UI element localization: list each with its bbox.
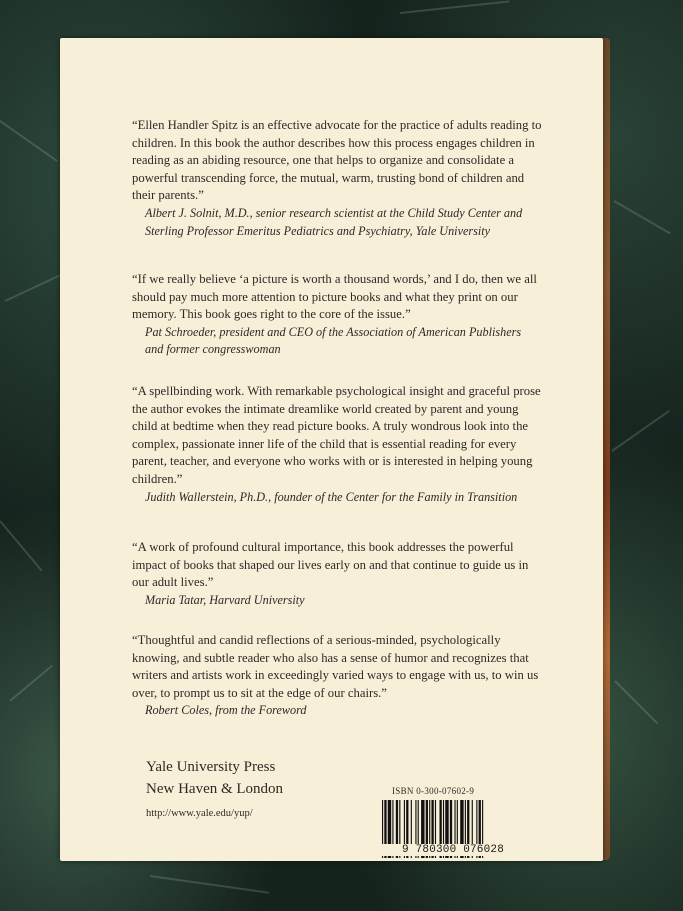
blurb-wallerstein [132,383,542,506]
blurb-attribution: Robert Coles, from the Foreword [145,703,307,718]
marble-vein [611,410,669,452]
publisher-location: New Haven & London [146,781,284,797]
blurb-text: “Ellen Handler Spitz is an effective advocate for the practice of adults reading to children. In this book the author describes how this process engages children in reading as an abiding resource, one that helps to organize and consolidate a powerful transcending force, the mutual, warm, trusting bond of children and their parents.” [132,118,542,203]
book-back-cover [60,38,603,861]
marble-vein [150,875,269,894]
marble-vein [0,120,58,162]
marble-vein [614,200,671,234]
blurb-attribution: Judith Wallerstein, Ph.D., founder of the Center for the Family in Transition [145,489,518,504]
publisher-block [146,756,283,800]
blurb-tatar [132,539,542,609]
blurb-text: “Thoughtful and candid reflections of a serious-minded, psychologically knowing, and subtle reader who also has a sense of humor and recognizes that writers and artists work in exceedingly varied ways to engage with us, to win us over, to prompt us to sit at the edge of our chairs.” [132,633,539,700]
blurb-schroeder [132,271,542,359]
blurb-solnit [132,117,542,240]
marble-vein [5,275,60,302]
blurb-coles [132,632,542,720]
blurb-attribution: Pat Schroeder, president and CEO of the Association of American Publishers and former congresswoman [145,324,522,357]
blurb-text: “A work of profound cultural importance, this book addresses the powerful impact of books that shaped our lives early on and that continue to guide us in our adult lives.” [132,540,529,590]
blurb-attribution: Maria Tatar, Harvard University [145,592,305,607]
marble-vein [400,1,510,14]
blurb-text: “If we really believe ‘a picture is worth a thousand words,’ and I do, then we all should pay much more attention to picture books and what they print on our memory. This book goes right to the core of the issue.” [132,272,537,322]
marble-vein [0,520,43,571]
blurb-text: “A spellbinding work. With remarkable psychological insight and graceful prose the author evokes the intimate dreamlike world created by parent and young child at bedtime when they read picture books. A truly wondrous look into the complex, passionate inner life of the child that is essential reading for every parent, teacher, and everyone who works with or is interested in helping young children.” [132,384,541,486]
marble-vein [614,680,658,724]
publisher-name: Yale University Press [146,759,276,775]
publisher-url: http://www.yale.edu/yup/ [146,808,253,819]
isbn-label: ISBN 0-300-07602-9 [392,786,475,796]
marble-vein [9,665,52,702]
barcode-digits: 9 780300 076028 [376,844,530,856]
blurb-attribution: Albert J. Solnit, M.D., senior research scientist at the Child Study Center and Sterling Professor Emeritus Pediatrics and Psychiatry, Yale University [145,205,523,238]
